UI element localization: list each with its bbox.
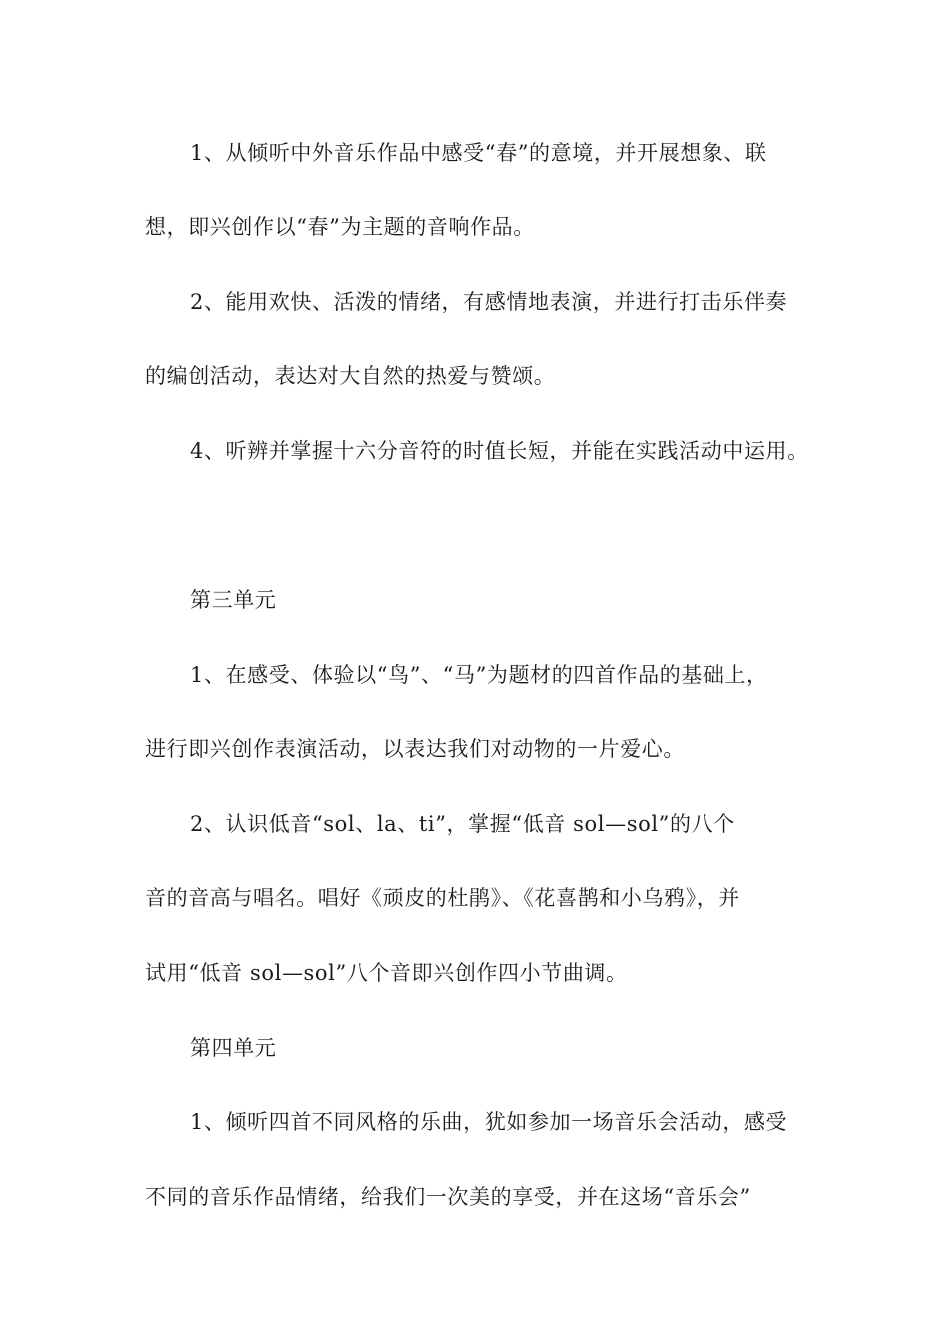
paragraph-line: 1、倾听四首不同风格的乐曲，犹如参加一场音乐会活动，感受 xyxy=(190,1110,788,1134)
paragraph-line: 想，即兴创作以“春”为主题的音响作品。 xyxy=(145,215,535,239)
paragraph-line: 进行即兴创作表演活动，以表达我们对动物的一片爱心。 xyxy=(145,737,685,761)
section-heading: 第三单元 xyxy=(190,588,277,612)
paragraph-line: 2、能用欢快、活泼的情绪，有感情地表演，并进行打击乐伴奏 xyxy=(190,290,788,314)
paragraph-line: 4、听辨并掌握十六分音符的时值长短，并能在实践活动中运用。 xyxy=(190,439,809,463)
paragraph-line: 不同的音乐作品情绪，给我们一次美的享受，并在这场“音乐会” xyxy=(145,1185,751,1209)
paragraph-line: 1、在感受、体验以“鸟”、“马”为题材的四首作品的基础上， xyxy=(190,663,768,687)
paragraph-line: 2、认识低音“sol、la、ti”，掌握“低音 sol—sol”的八个 xyxy=(190,812,735,836)
paragraph-line: 的编创活动，表达对大自然的热爱与赞颂。 xyxy=(145,364,556,388)
paragraph-line: 音的音高与唱名。唱好《顽皮的杜鹃》、《花喜鹊和小乌鸦》，并 xyxy=(145,886,740,910)
paragraph-line: 试用“低音 sol—sol”八个音即兴创作四小节曲调。 xyxy=(145,961,628,985)
paragraph-line: 1、从倾听中外音乐作品中感受“春”的意境，并开展想象、联 xyxy=(190,141,767,165)
section-heading: 第四单元 xyxy=(190,1036,277,1060)
